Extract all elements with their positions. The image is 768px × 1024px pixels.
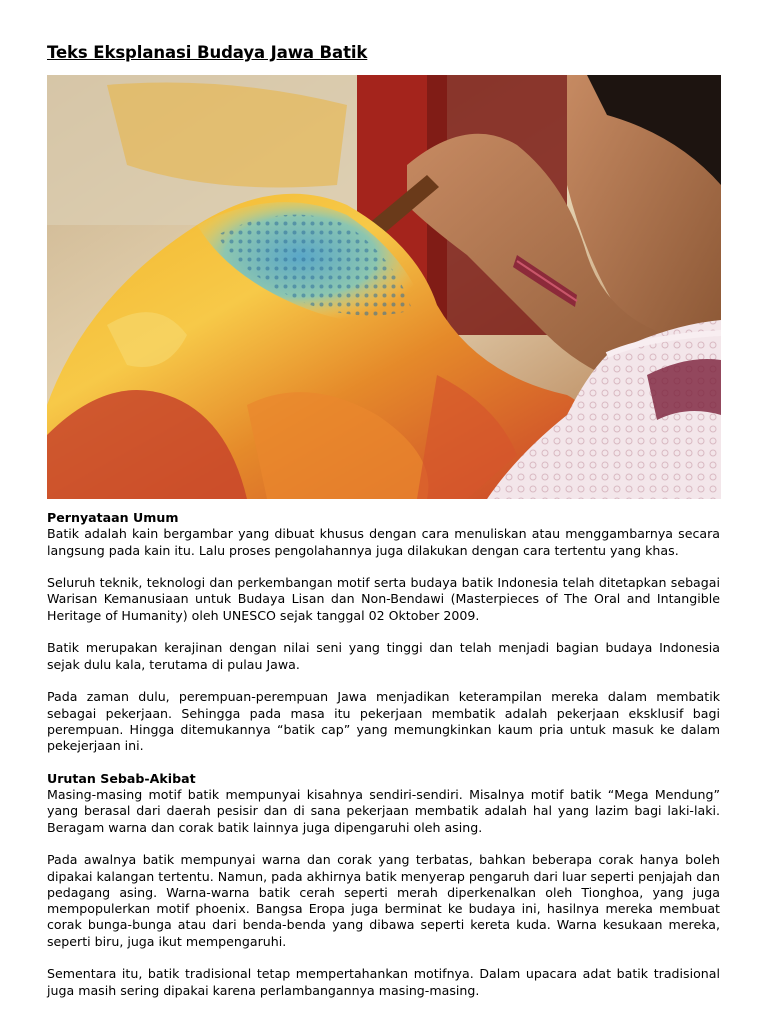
paragraph: Pada zaman dulu, perempuan-perempuan Jawa menjadikan keterampilan mereka dalam membatik sebagai pekerjaan. Sehingga pada masa itu pekerjaan membatik adalah pekerjaan eksklusif bagi perempuan. Hingga ditemukannya “batik cap” yang memungkinkan kaum pria untuk masuk ke dalam pekejerjaan ini. bbox=[47, 689, 720, 754]
section-urutan-sebab-akibat bbox=[47, 771, 720, 999]
section-pernyataan-umum bbox=[47, 510, 720, 754]
batik-artisan-illustration bbox=[47, 75, 721, 499]
paragraph: Seluruh teknik, teknologi dan perkembangan motif serta budaya batik Indonesia telah ditetapkan sebagai Warisan Kemanusiaan untuk Budaya Lisan dan Non-Bendawi (Masterpieces of The Oral and Intangible Heritage of Humanity) oleh UNESCO sejak tanggal 02 Oktober 2009. bbox=[47, 575, 720, 623]
paragraph: Sementara itu, batik tradisional tetap mempertahankan motifnya. Dalam upacara adat batik tradisional juga masih sering dipakai karena perlambangannya masing-masing. bbox=[47, 966, 720, 998]
paragraph: Batik adalah kain bergambar yang dibuat khusus dengan cara menuliskan atau menggambarnya secara langsung pada kain itu. Lalu proses pengolahannya juga dilakukan dengan cara tertentu yang khas. bbox=[47, 526, 720, 558]
document-title: Teks Eksplanasi Budaya Jawa Batik bbox=[47, 43, 368, 62]
batik-artisan-photo bbox=[47, 75, 721, 499]
paragraph: Batik merupakan kerajinan dengan nilai seni yang tinggi dan telah menjadi bagian budaya Indonesia sejak dulu kala, terutama di pulau Jawa. bbox=[47, 640, 720, 672]
section-heading: Pernyataan Umum bbox=[47, 510, 179, 525]
section-heading: Urutan Sebab-Akibat bbox=[47, 770, 196, 786]
document-body bbox=[47, 510, 720, 1015]
paragraph: Masing-masing motif batik mempunyai kisahnya sendiri-sendiri. Misalnya motif batik “Mega Mendung” yang berasal dari daerah pesisir dan di sana pekerjaan membatik adalah hal yang lazim bagi laki-laki. Beragam warna dan corak batik lainnya juga dipengaruhi oleh asing. bbox=[47, 787, 720, 835]
paragraph: Pada awalnya batik mempunyai warna dan corak yang terbatas, bahkan beberapa corak hanya boleh dipakai kalangan tertentu. Namun, pada akhirnya batik menyerap pengaruh dari luar seperti penjajah dan pedagang asing. Warna-warna batik cerah seperti merah diperkenalkan oleh Tionghoa, yang juga mempopulerkan motif phoenix. Bangsa Eropa juga berminat ke budaya ini, hasilnya mereka membuat corak bunga-bunga atau dari benda-benda yang dibawa seperti kereta kuda. Warna kesukaan mereka, seperti biru, juga ikut mempengaruhi. bbox=[47, 852, 720, 949]
